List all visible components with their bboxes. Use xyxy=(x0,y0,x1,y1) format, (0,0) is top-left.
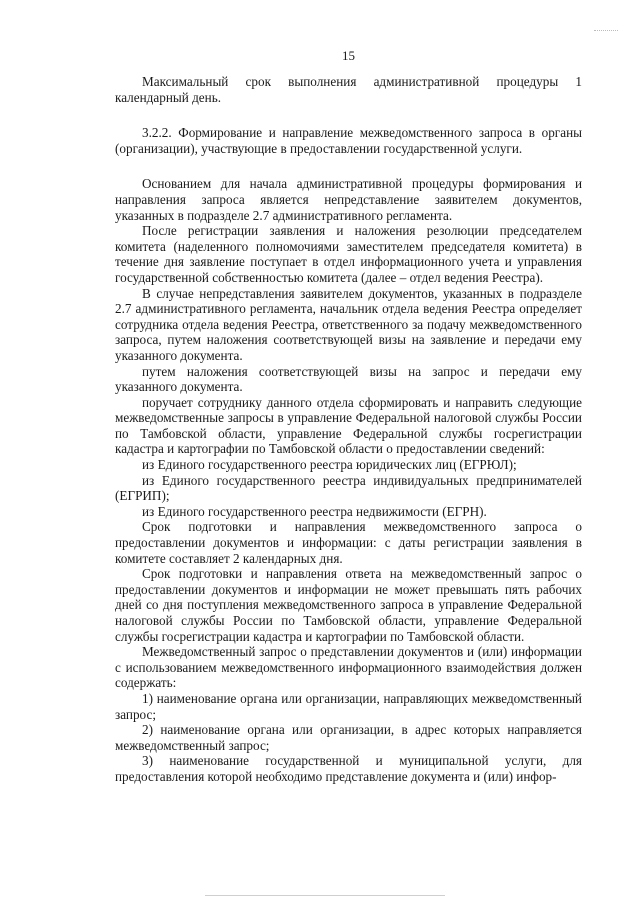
paragraph-request-content: Межведомственный запрос о представлении документов и (или) информации с использованием межведомственного информационного взаимодействия должен содержать: xyxy=(115,644,582,691)
list-item-egrn: из Единого государственного реестра недвижимости (ЕГРН). xyxy=(142,503,487,519)
paragraph-non-submission: В случае непредставления заявителем документов, указанных в подразделе 2.7 административного регламента, начальник отдела ведения Реестра определяет сотрудника отдела ведения Реестра, ответственного за подачу межведомственного запроса, путем наложения соответствующей визы на заявление и передачи ему указанного документа. xyxy=(115,285,582,363)
paragraph-max-term: Максимальный срок выполнения административной процедуры 1 календарный день. xyxy=(115,74,582,105)
list-item-3: 3) наименование государственной и муниципальной услуги, для предоставления которой необходимо представление документа и (или) инфор- xyxy=(115,753,582,784)
paragraph-visa: путем наложения соответствующей визы на запрос и передачи ему указанного документа. xyxy=(115,363,582,395)
section-heading-3-2-2: 3.2.2. Формирование и направление межведомственного запроса в органы (организации), участвующие в предоставлении государственной услуги. xyxy=(115,125,582,156)
paragraph-request-term: Срок подготовки и направления межведомственного запроса о предоставлении документов и информации: с даты регистрации заявления в комитете составляет 2 календарных дня. xyxy=(115,519,582,566)
paragraph-basis: Основанием для начала административной процедуры формирования и направления запроса является непредставление заявителем документов, указанных в подразделе 2.7 административного регламента. xyxy=(115,176,582,223)
paragraph-registration: После регистрации заявления и наложения резолюции председателем комитета (наделенного полномочиями заместителем председателя комитета) в течение дня заявление поступает в отдел информационного учета и управления государственной собственностью комитета (далее – отдел ведения Реестра). xyxy=(115,223,582,285)
list-item-egrip: из Единого государственного реестра индивидуальных предпринимателей (ЕГРИП); xyxy=(115,472,582,504)
paragraph-response-term: Срок подготовки и направления ответа на межведомственный запрос о предоставлении документов и информации не может превышать пять рабочих дней со дня поступления межведомственного запроса в управление Федеральной налоговой службы России по Тамбовской области, управление Федеральной службы госрегистрации кадастра и картографии по Тамбовской области. xyxy=(115,566,582,644)
page-number: 15 xyxy=(342,48,355,63)
list-item-2: 2) наименование органа или организации, в адрес которых направляется межведомственный запрос; xyxy=(115,722,582,753)
scan-mark xyxy=(594,30,618,31)
page-bottom-rule xyxy=(205,895,445,896)
list-item-1: 1) наименование органа или организации, направляющих межведомственный запрос; xyxy=(115,690,582,722)
list-item-egryul: из Единого государственного реестра юридических лиц (ЕГРЮЛ); xyxy=(142,457,517,473)
paragraph-instructs: поручает сотруднику данного отдела сформировать и направить следующие межведомственные запросы в управление Федеральной налоговой службы России по Тамбовской области, управление Федеральной службы госрегистрации кадастра и картографии по Тамбовской области о предоставлении сведений: xyxy=(115,394,582,457)
